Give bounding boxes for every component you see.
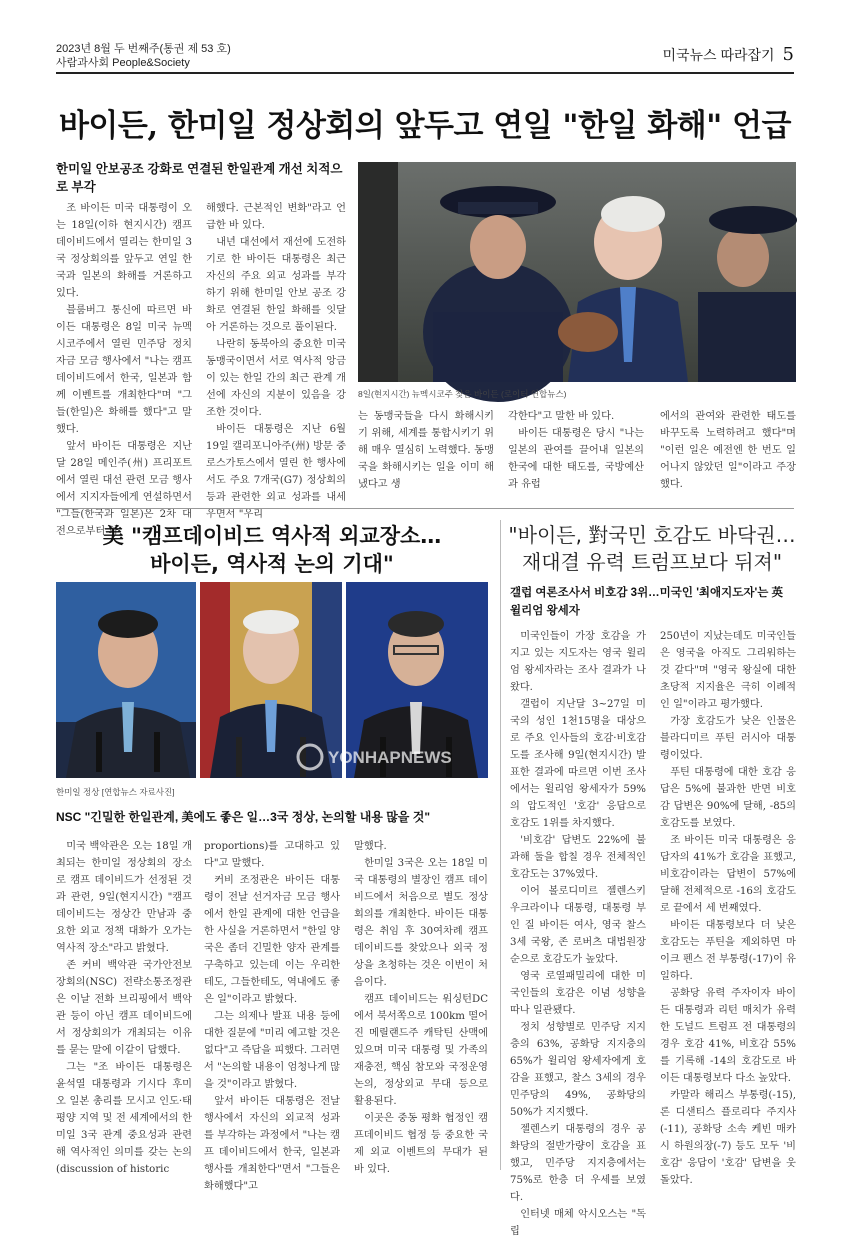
left-headline-line-2: 바이든, 역사적 논의 기대" <box>150 552 394 576</box>
paragraph: 갤럽이 지난달 3~27일 미국의 성인 1천15명을 대상으로 주요 인사들의 호감·비호감도를 조사해 9일(현지시간) 발표한 결과에 따르면 이번 조사에서는 윌리엄 왕세자가 59%의 압도적인 '호감' 응답으로 호감도 1위를 차지했다. <box>510 699 646 829</box>
paragraph: 앞서 바이든 대통령은 지난달 28일 메인주(州) 프리포트에서 열린 대선 관련 모금 행사에서 지지자들에게 연설하면서 "그들(한국과 일본)은 2차 대전으로부터 화 <box>56 441 192 537</box>
paragraph: 말했다. <box>354 841 387 852</box>
leaders-photo <box>56 582 488 778</box>
right-headline-line-2: 재대결 유력 트럼프보다 뒤져" <box>521 550 783 574</box>
publication-name: 사람과사회 People&Society <box>56 57 190 69</box>
leaders-photo-illustration <box>56 582 488 778</box>
paragraph: 미국 백악관은 오는 18일 개최되는 한미일 정상회의 장소로 캠프 데이비드가 선정된 것과 관련, 9일(현지시간) "캠프 데이비드는 정상간 만남과 중요한 외교 정책 대화가 오가는 역사적 장소"라고 밝혔다. <box>56 841 192 954</box>
paragraph: 블룸버그 통신에 따르면 바이든 대통령은 8일 미국 뉴멕시코주에서 열린 민주당 정치자금 모금 행사에서 "나는 캠프 데이비드에서 한국, 일본과 함께 이벤트를 개최한다"며 "그들(한일)은 화해를 했다"고 말했다. <box>56 305 192 435</box>
leaders-photo-caption: 한미일 정상 [연합뉴스 자료사진] <box>56 787 175 797</box>
paragraph: 이곳은 중동 평화 협정인 캠프데이비드 협정 등 중요한 국제 외교 이벤트의 무대가 된 바 있다. <box>354 1113 488 1175</box>
paragraph: 조 바이든 미국 대통령이 오는 18일(이하 현지시간) 캠프 데이비드에서 열리는 한미일 3국 정상회의를 앞두고 연일 한국과 일본의 화해를 거론하고 있다. <box>56 203 192 299</box>
left-col-3 <box>354 838 488 1175</box>
main-col-2 <box>206 200 346 520</box>
watermark-text: YONHAPNEWS <box>328 748 452 767</box>
section-divider <box>56 508 794 509</box>
column-divider <box>500 520 501 1170</box>
paragraph: 영국 로열패밀리에 대한 미국인들의 호감은 이념 성향을 따나 일관됐다. <box>510 971 646 1016</box>
left-col-1 <box>56 838 192 1175</box>
paragraph: proportions)를 고대하고 있다"고 말했다. <box>204 841 340 869</box>
left-col-2 <box>204 838 340 1192</box>
paragraph: 카말라 해리스 부통령(-15), 론 디샌티스 플로리다 주지사(-11), 공화당 소속 케빈 매카시 하원의장(-7) 등도 모두 '비호감' 응답이 '호감' 답변을 웃돌았다. <box>660 1090 796 1186</box>
biden-photo-illustration <box>358 162 796 382</box>
paragraph: 각한다"고 말한 바 있다. <box>508 411 615 422</box>
paragraph: 가장 호감도가 낮은 인물은 블라디미르 푸틴 러시아 대통령이었다. <box>660 716 796 761</box>
main-col-4 <box>508 408 644 500</box>
paragraph: 미국인들이 가장 호감을 가지고 있는 지도자는 영국 윌리엄 왕세자라는 조사 결과가 나왔다. <box>510 631 646 693</box>
masthead <box>56 42 231 70</box>
right-headline <box>508 522 796 576</box>
left-headline-line-1: 美 "캠프데이비드 역사적 외교장소… <box>102 524 442 548</box>
paragraph: 바이든 대통령은 지난 6월 19일 캘리포니아주(州) 방문 중 로스가토스에서 열린 한 행사에서도 주요 7개국(G7) 정상회의 등과 관련한 외교 성과를 내세우면서 "우리 <box>206 424 346 520</box>
paragraph: 그는 "조 바이든 대통령은 윤석열 대통령과 기시다 후미오 일본 총리를 모시고 인도·태평양 지역 및 전 세계에서의 한미일 3국 관계 중요성과 관련해 역사적인 의미를 갖는 논의(discussion of historic <box>56 1062 192 1175</box>
paragraph: 내년 대선에서 재선에 도전하기로 한 바이든 대통령은 최근 자신의 주요 외교 성과를 부각하기 위해 한미일 안보 공조 강화로 연결된 한일 화해를 잇달아 거론하는 것으로 풀이된다. <box>206 237 346 333</box>
paragraph: 인터넷 매체 악시오스는 "독립 <box>510 1209 646 1237</box>
main-photo-caption: 8일(현지시간) 뉴멕시코주 찾은 바이든 (로이터 연합뉴스) <box>358 389 567 399</box>
issue-line: 2023년 8월 두 번째주(통권 제 53 호) <box>56 43 231 55</box>
paragraph: 에서의 관여와 관련한 태도를 바꾸도록 노력하려고 했다"며 "이런 일은 예전엔 한 번도 일어나지 않았던 일"이라고 주장했다. <box>660 411 796 490</box>
paragraph: 해했다. 근본적인 변화"라고 언급한 바 있다. <box>206 203 346 231</box>
page-number: 5 <box>782 44 794 65</box>
main-col-5 <box>660 408 796 500</box>
paragraph: 250년이 지났는데도 미국인들은 영국을 아직도 그리워하는 것 같다"며 "영국 왕실에 대한 초당적 지지율은 극히 이례적인 일"이라고 평가했다. <box>660 631 796 710</box>
main-photo <box>358 162 796 382</box>
paragraph: 조 바이든 미국 대통령은 응답자의 41%가 호감을 표했고, 비호감이라는 답변이 57%에 달해 전체적으로 -16의 호감도로 끝에서 세 번째였다. <box>660 835 796 914</box>
paragraph: 앞서 바이든 대통령은 전날 행사에서 자신의 외교적 성과를 부각하는 과정에서 "나는 캠프 데이비드에서 한국, 일본과 행사를 개최한다"면서 "그들은 화해했다"고 <box>204 1096 340 1192</box>
left-headline <box>56 522 488 578</box>
header-rule <box>56 72 794 74</box>
paragraph: 캠프 데이비드는 워싱턴DC에서 북서쪽으로 100km 떨어진 메릴랜드주 캐탁틴 산맥에 있으며 미국 대통령 및 가족의 재충전, 핵심 참모와 국정운영 논의, 정상외교 무대 등으로 활용된다. <box>354 994 488 1107</box>
section-title: 미국뉴스 따라잡기 <box>662 47 775 63</box>
paragraph: 이어 볼로디미르 젤렌스키 우크라이나 대통령, 대통령 부인 질 바이든 여사, 영국 찰스 3세 국왕, 존 로버츠 대법원장 순으로 호감도가 높았다. <box>510 886 646 965</box>
section-label <box>662 44 794 65</box>
paragraph: 는 동맹국들을 다시 화해시키기 위해, 세계를 통합시키기 위해 매우 열심히 노력했다. 동맹국을 화해시키는 일을 이미 해냈다고 생 <box>358 411 494 490</box>
paragraph: 존 커비 백악관 국가안전보장회의(NSC) 전략소통조정관은 이날 전화 브리핑에서 백악관 등이 아닌 캠프 데이비드에서 정상회의가 개최되는 이유를 묻는 말에 이같이 답했다. <box>56 960 192 1056</box>
paragraph: 나란히 동북아의 중요한 미국 동맹국이면서 서로 역사적 앙금이 있는 한일 간의 최근 관계 개선에 자신의 지분이 있음을 강조한 것이다. <box>206 339 346 418</box>
main-col-3 <box>358 408 494 500</box>
paragraph: 그는 의제나 발표 내용 등에 대한 질문에 "미리 예고할 것은 없다"고 즉답을 피했다. 그러면서 "논의할 내용이 엄청나게 많을 것"이라고 밝혔다. <box>204 1011 340 1090</box>
paragraph: 한미일 3국은 오는 18일 미국 대통령의 별장인 캠프 데이비드에서 처음으로 별도 정상회의를 개최한다. 바이든 대통령은 취임 후 30여차례 캠프 데이비드를 찾았으나 외국 정상을 초청하는 것은 이번이 처음이다. <box>354 858 488 988</box>
left-subhead: NSC "긴밀한 한일관계, 美에도 좋은 일…3국 정상, 논의할 내용 많을 것" <box>56 810 431 824</box>
main-col-1 <box>56 200 192 537</box>
right-subhead: 갤럽 여론조사서 비호감 3위…미국인 '최애지도자'는 英 윌리엄 왕세자 <box>510 587 784 617</box>
paragraph: '비호감' 답변도 22%에 불과해 둘을 합칠 경우 전체적인 호감도는 37%였다. <box>510 835 646 880</box>
right-headline-line-1: "바이든, 對국민 호감도 바닥권… <box>508 523 796 547</box>
paragraph: 바이든 대통령은 당시 "나는 일본의 관여를 끌어내 일본의 한국에 대한 태도를, 국방예산과 유럽 <box>508 428 644 490</box>
paragraph: 커비 조정관은 바이든 대통령이 전날 선거자금 모금 행사에서 한일 관계에 대한 언급을 한 사실을 거론하면서 "한일 양국은 좀더 긴밀한 양자 관계를 구축하고 있는데 이는 우리한테도, 그들한테도, 역내에도 좋은 일"이라고 밝혔다. <box>204 875 340 1005</box>
right-col-1 <box>510 628 646 1237</box>
paragraph: 공화당 유력 주자이자 바이든 대통령과 리턴 매치가 유력한 도널드 트럼프 전 대통령의 경우 호감 41%, 비호감 55%를 기록해 -14의 호감도로 바이든 대통령보다 다소 높았다. <box>660 988 796 1084</box>
right-col-2 <box>660 628 796 1186</box>
paragraph: 젤렌스키 대통령의 경우 공화당의 절반가량이 호감을 표했고, 민주당 지지층에서는 75%로 한층 더 우세를 보였다. <box>510 1124 646 1203</box>
paragraph: 정치 성향별로 민주당 지지층의 63%, 공화당 지지층의 65%가 윌리엄 왕세자에게 호감을 표했고, 찰스 3세의 경우 민주당의 49%, 공화당의 50%가 지지했다. <box>510 1022 646 1118</box>
main-subhead: 한미일 안보공조 강화로 연결된 한일관계 개선 치적으로 부각 <box>56 162 343 194</box>
paragraph: 바이든 대통령보다 더 낮은 호감도는 푸틴을 제외하면 마이크 펜스 전 부통령(-17)이 유일하다. <box>660 920 796 982</box>
main-headline: 바이든, 한미일 정상회의 앞두고 연일 "한일 화해" 언급 <box>58 108 791 144</box>
paragraph: 푸틴 대통령에 대한 호감 응답은 5%에 불과한 반면 비호감 답변은 90%에 달해, -85의 호감도를 보였다. <box>660 767 796 829</box>
